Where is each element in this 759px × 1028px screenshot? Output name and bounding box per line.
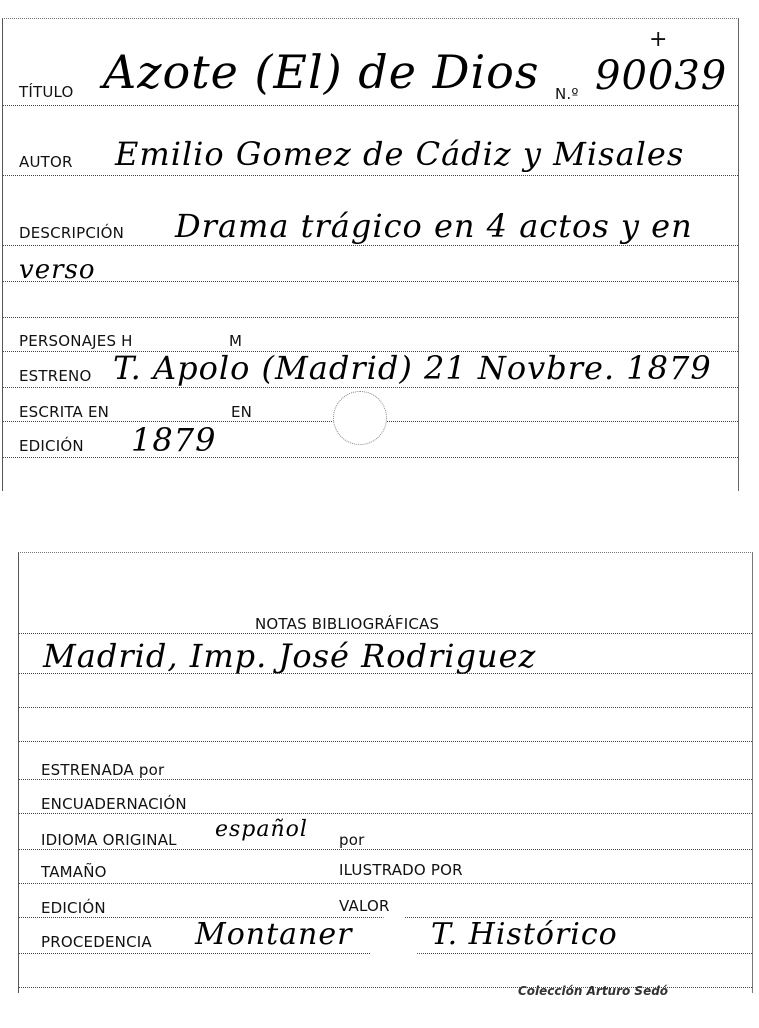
catalog-card-bottom — [18, 552, 753, 993]
numero-label: N.º — [555, 85, 579, 103]
idioma-value: español — [215, 817, 308, 842]
edicion2-label: EDICIÓN — [41, 899, 106, 917]
collection-stamp: Colección Arturo Sedó — [518, 984, 669, 998]
rule-notas-3 — [19, 741, 752, 742]
catalog-card-top — [2, 18, 739, 491]
rule-blank — [3, 317, 738, 318]
rule-heading — [19, 633, 752, 634]
edicion-value: 1879 — [131, 421, 217, 459]
procedencia-label: PROCEDENCIA — [41, 933, 152, 951]
punch-hole-mark-2 — [369, 915, 419, 971]
ilustrado-label: ILUSTRADO POR — [339, 861, 463, 879]
plus-mark: + — [649, 27, 668, 52]
idioma-label: IDIOMA ORIGINAL — [41, 831, 177, 849]
encuadernacion-label: ENCUADERNACIÓN — [41, 795, 187, 813]
valor-label: VALOR — [339, 897, 390, 915]
rule-notas-2 — [19, 707, 752, 708]
autor-value: Emilio Gomez de Cádiz y Misales — [115, 135, 685, 173]
notas-value: Madrid, Imp. José Rodriguez — [43, 637, 537, 675]
rule-descripcion-2 — [3, 281, 738, 282]
rule-tamano — [19, 883, 752, 884]
procedencia-value-2: T. Histórico — [431, 917, 618, 952]
escrita-label: ESCRITA EN — [19, 403, 110, 421]
autor-label: AUTOR — [19, 153, 73, 171]
personajes-m-label: M — [229, 332, 243, 350]
rule-titulo — [3, 105, 738, 106]
estrenada-label: ESTRENADA por — [41, 761, 165, 779]
rule-autor — [3, 175, 738, 176]
edicion-label: EDICIÓN — [19, 437, 84, 455]
titulo-value: Azote (El) de Dios — [103, 45, 540, 99]
notas-heading: NOTAS BIBLIOGRÁFICAS — [255, 615, 440, 633]
rule-descripcion — [3, 245, 738, 246]
descripcion-value-1: Drama trágico en 4 actos y en — [175, 207, 693, 245]
personajes-h-label: PERSONAJES H — [19, 332, 133, 350]
rule-notas — [19, 673, 752, 674]
estreno-value: T. Apolo (Madrid) 21 Novbre. 1879 — [113, 349, 712, 387]
numero-value: 90039 — [595, 53, 728, 99]
rule-estreno — [3, 387, 738, 388]
rule-idioma — [19, 849, 752, 850]
descripcion-label: DESCRIPCIÓN — [19, 224, 125, 242]
procedencia-value-1: Montaner — [195, 917, 353, 952]
por-label: por — [339, 831, 365, 849]
rule-estrenada — [19, 779, 752, 780]
descripcion-value-2: verso — [19, 255, 96, 285]
escrita-en-label: EN — [231, 403, 253, 421]
estreno-label: ESTRENO — [19, 367, 92, 385]
rule-encuadernacion — [19, 813, 752, 814]
punch-hole-mark — [333, 391, 387, 445]
rule-edicion — [3, 457, 738, 458]
titulo-label: TÍTULO — [19, 83, 74, 101]
tamano-label: TAMAÑO — [41, 863, 107, 881]
